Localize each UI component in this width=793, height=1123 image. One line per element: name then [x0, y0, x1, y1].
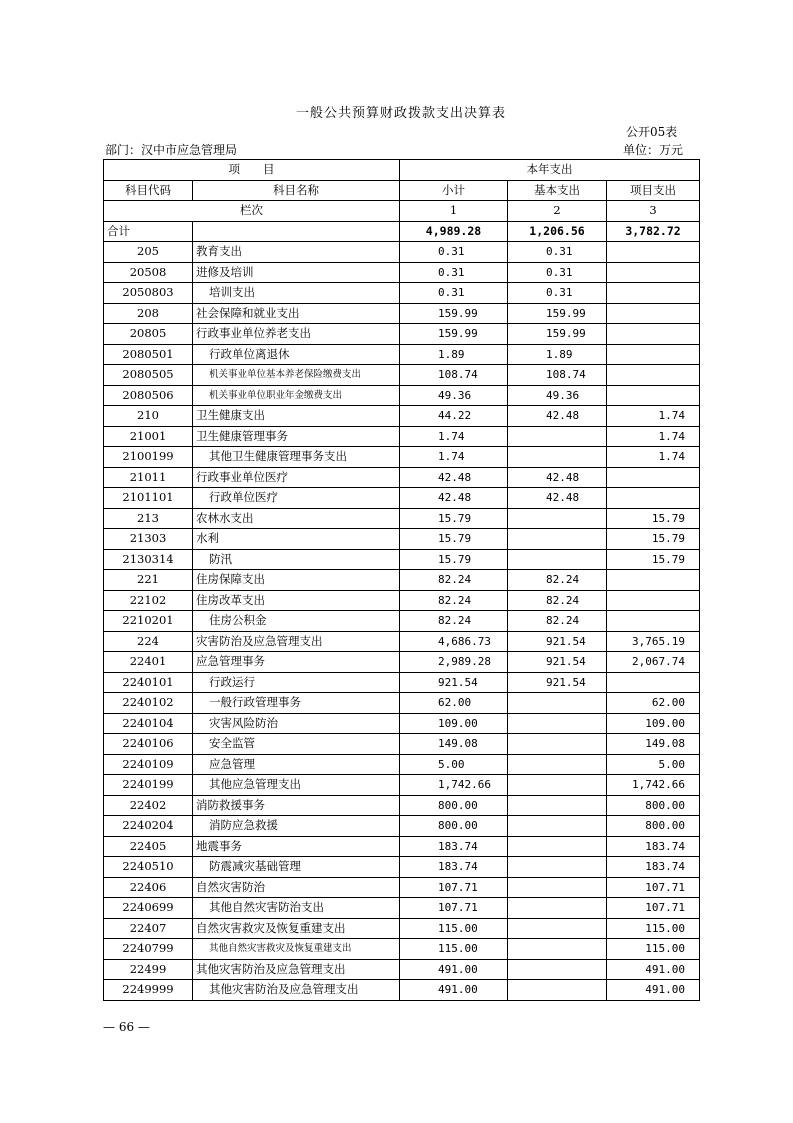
row-project: 115.00 [607, 918, 700, 939]
row-code: 2240102 [104, 693, 193, 714]
table-row [104, 529, 700, 550]
row-basic [508, 857, 607, 878]
expenditure-table [103, 159, 700, 1001]
row-name: 农林水支出 [193, 508, 400, 529]
header-name: 科目名称 [193, 180, 400, 201]
unit-label: 单位：万元 [623, 143, 684, 157]
row-project: 1.74 [607, 447, 700, 468]
row-basic: 42.48 [508, 467, 607, 488]
row-subtotal: 0.31 [400, 283, 508, 304]
row-project [607, 365, 700, 386]
row-code: 2240109 [104, 754, 193, 775]
row-project: 183.74 [607, 836, 700, 857]
table-row [104, 570, 700, 591]
row-basic [508, 980, 607, 1001]
total-subtotal: 4,989.28 [400, 221, 508, 242]
row-subtotal: 82.24 [400, 611, 508, 632]
row-name: 地震事务 [193, 836, 400, 857]
row-project [607, 262, 700, 283]
table-row [104, 242, 700, 263]
row-subtotal: 183.74 [400, 836, 508, 857]
table-row [104, 898, 700, 919]
row-project: 107.71 [607, 898, 700, 919]
row-subtotal: 4,686.73 [400, 631, 508, 652]
row-subtotal: 921.54 [400, 672, 508, 693]
table-row [104, 980, 700, 1001]
header-col3: 3 [607, 201, 700, 222]
row-subtotal: 800.00 [400, 816, 508, 837]
row-subtotal: 49.36 [400, 385, 508, 406]
row-basic [508, 693, 607, 714]
row-code: 22407 [104, 918, 193, 939]
row-subtotal: 183.74 [400, 857, 508, 878]
row-name: 机关事业单位职业年金缴费支出 [193, 385, 400, 406]
row-subtotal: 115.00 [400, 939, 508, 960]
row-code: 21011 [104, 467, 193, 488]
row-name: 自然灾害救灾及恢复重建支出 [193, 918, 400, 939]
row-basic [508, 877, 607, 898]
table-row [104, 549, 700, 570]
row-name: 行政运行 [193, 672, 400, 693]
row-name: 其他自然灾害救灾及恢复重建支出 [193, 939, 400, 960]
row-project: 800.00 [607, 816, 700, 837]
row-name: 行政事业单位医疗 [193, 467, 400, 488]
row-name: 其他灾害防治及应急管理支出 [193, 959, 400, 980]
table-row [104, 816, 700, 837]
row-project: 800.00 [607, 795, 700, 816]
row-subtotal: 0.31 [400, 262, 508, 283]
table-row [104, 611, 700, 632]
row-project: 1,742.66 [607, 775, 700, 796]
table-row [104, 303, 700, 324]
row-code: 213 [104, 508, 193, 529]
row-basic: 921.54 [508, 652, 607, 673]
header-project: 项目支出 [607, 180, 700, 201]
row-code: 21303 [104, 529, 193, 550]
row-name: 住房保障支出 [193, 570, 400, 591]
row-name: 住房公积金 [193, 611, 400, 632]
row-basic [508, 816, 607, 837]
row-code: 22405 [104, 836, 193, 857]
table-row [104, 631, 700, 652]
row-code: 2130314 [104, 549, 193, 570]
row-name: 进修及培训 [193, 262, 400, 283]
row-project [607, 324, 700, 345]
row-subtotal: 15.79 [400, 549, 508, 570]
header-basic: 基本支出 [508, 180, 607, 201]
row-code: 208 [104, 303, 193, 324]
row-code: 20805 [104, 324, 193, 345]
row-code: 2080505 [104, 365, 193, 386]
row-basic [508, 549, 607, 570]
row-basic: 108.74 [508, 365, 607, 386]
row-basic: 42.48 [508, 406, 607, 427]
row-subtotal: 491.00 [400, 959, 508, 980]
row-code: 2249999 [104, 980, 193, 1001]
row-subtotal: 5.00 [400, 754, 508, 775]
row-subtotal: 42.48 [400, 488, 508, 509]
row-project [607, 344, 700, 365]
row-name: 应急管理事务 [193, 652, 400, 673]
table-row [104, 324, 700, 345]
row-subtotal: 109.00 [400, 713, 508, 734]
row-project [607, 570, 700, 591]
row-subtotal: 159.99 [400, 324, 508, 345]
row-subtotal: 1.74 [400, 426, 508, 447]
row-name: 社会保障和就业支出 [193, 303, 400, 324]
row-basic: 1.89 [508, 344, 607, 365]
header-col-index-label: 栏次 [104, 201, 400, 222]
row-subtotal: 82.24 [400, 590, 508, 611]
row-project: 115.00 [607, 939, 700, 960]
row-subtotal: 159.99 [400, 303, 508, 324]
row-name: 卫生健康管理事务 [193, 426, 400, 447]
row-code: 210 [104, 406, 193, 427]
row-subtotal: 491.00 [400, 980, 508, 1001]
table-row [104, 385, 700, 406]
row-code: 2080506 [104, 385, 193, 406]
table-row [104, 713, 700, 734]
row-project: 62.00 [607, 693, 700, 714]
header-row-2 [104, 180, 700, 201]
table-row [104, 754, 700, 775]
row-basic: 921.54 [508, 672, 607, 693]
row-basic: 0.31 [508, 262, 607, 283]
table-row [104, 693, 700, 714]
row-name: 行政单位医疗 [193, 488, 400, 509]
table-row [104, 283, 700, 304]
row-name: 其他自然灾害防治支出 [193, 898, 400, 919]
row-subtotal: 82.24 [400, 570, 508, 591]
row-basic: 0.31 [508, 283, 607, 304]
header-code: 科目代码 [104, 180, 193, 201]
row-subtotal: 115.00 [400, 918, 508, 939]
row-code: 21001 [104, 426, 193, 447]
page-number: — 66 — [103, 1020, 150, 1034]
row-basic: 42.48 [508, 488, 607, 509]
row-code: 2240204 [104, 816, 193, 837]
row-basic: 82.24 [508, 611, 607, 632]
row-name: 水利 [193, 529, 400, 550]
row-subtotal: 800.00 [400, 795, 508, 816]
row-code: 2100199 [104, 447, 193, 468]
row-code: 22401 [104, 652, 193, 673]
row-name: 教育支出 [193, 242, 400, 263]
row-subtotal: 44.22 [400, 406, 508, 427]
row-name: 行政事业单位养老支出 [193, 324, 400, 345]
department-label: 部门：汉中市应急管理局 [105, 143, 238, 157]
row-code: 2240101 [104, 672, 193, 693]
row-code: 2240510 [104, 857, 193, 878]
row-project [607, 672, 700, 693]
total-name-empty [193, 221, 400, 242]
row-project [607, 283, 700, 304]
table-row [104, 406, 700, 427]
row-name: 防汛 [193, 549, 400, 570]
row-basic: 921.54 [508, 631, 607, 652]
row-basic: 159.99 [508, 324, 607, 345]
row-basic [508, 918, 607, 939]
table-row [104, 959, 700, 980]
row-name: 灾害风险防治 [193, 713, 400, 734]
row-code: 2080501 [104, 344, 193, 365]
table-row [104, 836, 700, 857]
row-basic [508, 447, 607, 468]
row-basic: 159.99 [508, 303, 607, 324]
row-subtotal: 107.71 [400, 877, 508, 898]
row-subtotal: 2,989.28 [400, 652, 508, 673]
row-basic [508, 775, 607, 796]
row-subtotal: 15.79 [400, 529, 508, 550]
table-row [104, 734, 700, 755]
row-code: 22499 [104, 959, 193, 980]
row-basic [508, 795, 607, 816]
row-name: 卫生健康支出 [193, 406, 400, 427]
row-code: 2240699 [104, 898, 193, 919]
table-row [104, 795, 700, 816]
row-code: 22406 [104, 877, 193, 898]
row-project: 15.79 [607, 508, 700, 529]
row-code: 2101101 [104, 488, 193, 509]
table-title: 一般公共预算财政拨款支出决算表 [295, 106, 506, 121]
row-code: 2050803 [104, 283, 193, 304]
form-code: 公开05表 [626, 125, 678, 139]
table-row [104, 467, 700, 488]
row-project [607, 385, 700, 406]
row-code: 2240799 [104, 939, 193, 960]
table-row [104, 426, 700, 447]
header-col2: 2 [508, 201, 607, 222]
row-basic: 82.24 [508, 590, 607, 611]
row-project: 109.00 [607, 713, 700, 734]
row-basic [508, 734, 607, 755]
row-basic: 0.31 [508, 242, 607, 263]
row-project: 1.74 [607, 426, 700, 447]
row-name: 灾害防治及应急管理支出 [193, 631, 400, 652]
row-code: 2240199 [104, 775, 193, 796]
row-project: 1.74 [607, 406, 700, 427]
row-code: 2240106 [104, 734, 193, 755]
header-row-index [104, 201, 700, 222]
row-basic [508, 836, 607, 857]
row-name: 培训支出 [193, 283, 400, 304]
row-subtotal: 62.00 [400, 693, 508, 714]
table-row [104, 652, 700, 673]
row-code: 2210201 [104, 611, 193, 632]
row-name: 消防救援事务 [193, 795, 400, 816]
row-subtotal: 15.79 [400, 508, 508, 529]
total-project: 3,782.72 [607, 221, 700, 242]
row-subtotal: 0.31 [400, 242, 508, 263]
row-code: 205 [104, 242, 193, 263]
total-label: 合计 [104, 221, 193, 242]
row-basic [508, 713, 607, 734]
row-basic [508, 898, 607, 919]
table-row [104, 344, 700, 365]
table-row [104, 488, 700, 509]
header-subtotal: 小计 [400, 180, 508, 201]
row-basic [508, 959, 607, 980]
row-project [607, 242, 700, 263]
header-current-year: 本年支出 [400, 160, 700, 181]
row-project: 491.00 [607, 959, 700, 980]
row-code: 2240104 [104, 713, 193, 734]
row-basic [508, 754, 607, 775]
table-row [104, 590, 700, 611]
table-row [104, 508, 700, 529]
table-row [104, 365, 700, 386]
table-row [104, 877, 700, 898]
row-name: 应急管理 [193, 754, 400, 775]
row-project: 3,765.19 [607, 631, 700, 652]
row-project: 183.74 [607, 857, 700, 878]
header-item: 项 目 [104, 160, 400, 181]
row-name: 其他应急管理支出 [193, 775, 400, 796]
row-basic [508, 939, 607, 960]
total-basic: 1,206.56 [508, 221, 607, 242]
row-project: 491.00 [607, 980, 700, 1001]
row-code: 22402 [104, 795, 193, 816]
row-name: 机关事业单位基本养老保险缴费支出 [193, 365, 400, 386]
row-project: 107.71 [607, 877, 700, 898]
row-name: 住房改革支出 [193, 590, 400, 611]
table-row [104, 262, 700, 283]
row-name: 自然灾害防治 [193, 877, 400, 898]
row-name: 安全监管 [193, 734, 400, 755]
row-basic [508, 508, 607, 529]
table-row [104, 939, 700, 960]
row-subtotal: 149.08 [400, 734, 508, 755]
row-code: 224 [104, 631, 193, 652]
table-row [104, 447, 700, 468]
header-col1: 1 [400, 201, 508, 222]
row-project [607, 488, 700, 509]
row-name: 一般行政管理事务 [193, 693, 400, 714]
row-project: 15.79 [607, 549, 700, 570]
row-subtotal: 42.48 [400, 467, 508, 488]
row-code: 221 [104, 570, 193, 591]
table-row [104, 918, 700, 939]
row-project [607, 467, 700, 488]
row-project: 5.00 [607, 754, 700, 775]
row-name: 防震减灾基础管理 [193, 857, 400, 878]
row-project [607, 303, 700, 324]
table-row [104, 672, 700, 693]
row-code: 20508 [104, 262, 193, 283]
row-basic: 49.36 [508, 385, 607, 406]
row-code: 22102 [104, 590, 193, 611]
row-basic [508, 426, 607, 447]
row-name: 消防应急救援 [193, 816, 400, 837]
table-row [104, 775, 700, 796]
row-subtotal: 1,742.66 [400, 775, 508, 796]
row-project: 2,067.74 [607, 652, 700, 673]
row-basic [508, 529, 607, 550]
row-subtotal: 107.71 [400, 898, 508, 919]
row-basic: 82.24 [508, 570, 607, 591]
row-name: 行政单位离退休 [193, 344, 400, 365]
row-project: 149.08 [607, 734, 700, 755]
total-row [104, 221, 700, 242]
header-row-1 [104, 160, 700, 181]
row-name: 其他灾害防治及应急管理支出 [193, 980, 400, 1001]
row-project [607, 611, 700, 632]
row-subtotal: 1.89 [400, 344, 508, 365]
row-project: 15.79 [607, 529, 700, 550]
row-name: 其他卫生健康管理事务支出 [193, 447, 400, 468]
row-subtotal: 108.74 [400, 365, 508, 386]
table-row [104, 857, 700, 878]
row-subtotal: 1.74 [400, 447, 508, 468]
row-project [607, 590, 700, 611]
